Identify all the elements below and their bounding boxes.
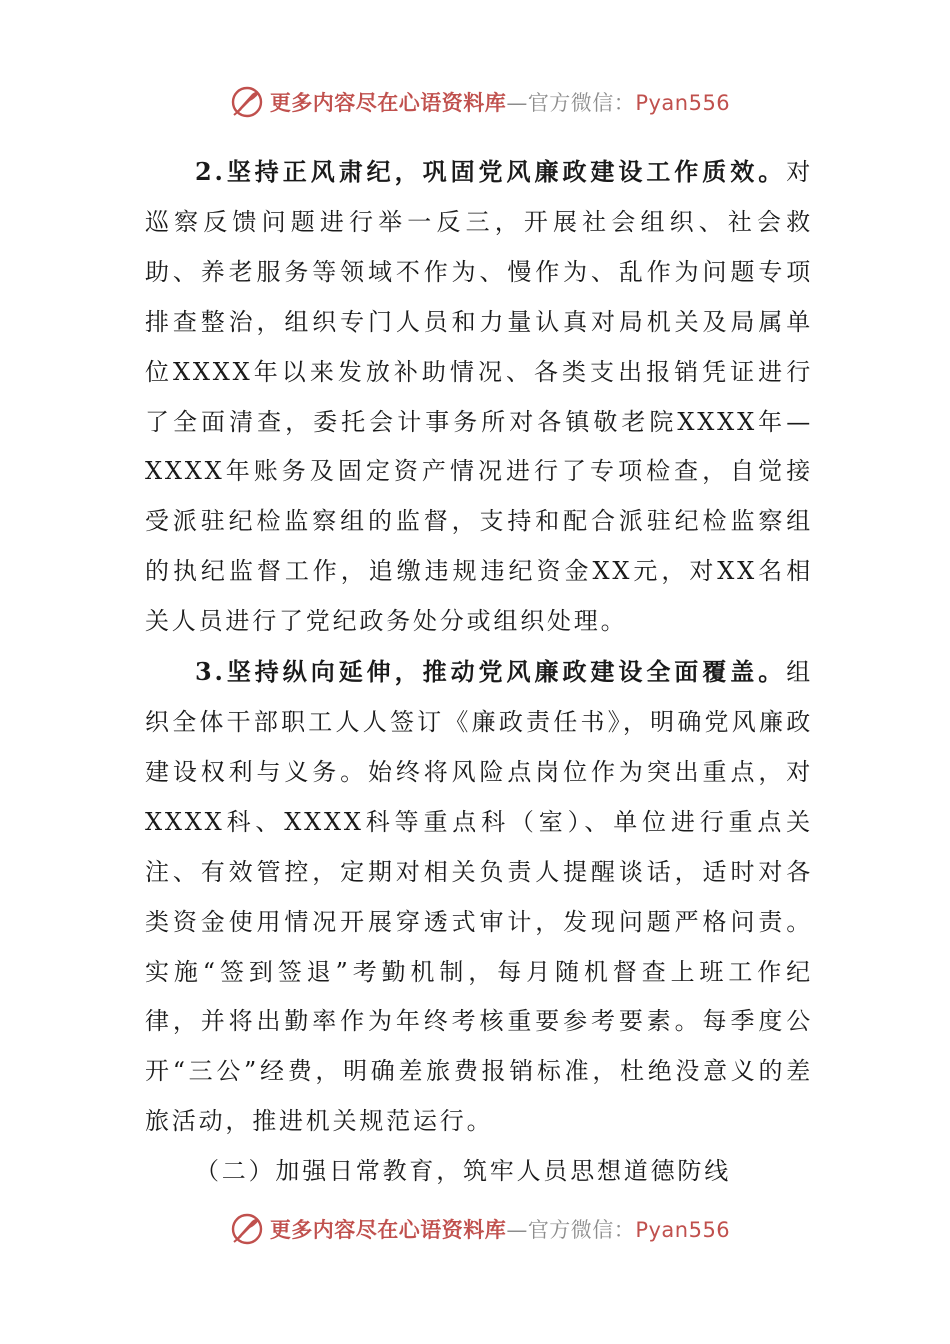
watermark-dash: — bbox=[506, 1218, 528, 1242]
quill-logo-icon bbox=[230, 85, 264, 119]
paragraph-body: 组织全体干部职工人人签订《廉政责任书》，明确党风廉政建设权利与义务。始终将风险点岗位作为突出重点，对XXXX科、XXXX科等重点科（室）、单位进行重点关注、有效管控，定期对相关负责人提醒谈话，适时对各类资金使用情况开展穿透式审计，发现问题严格问责。实施“签到签退”考勤机制，每月随机督查上班工作纪律，并将出勤率作为年终考核重要参考要素。每季度公开“三公”经费，明确差旅费报销标准，杜绝没意义的差旅活动，推进机关规范运行。 bbox=[145, 658, 813, 1136]
document-body bbox=[145, 147, 813, 1197]
watermark-banner-bottom bbox=[0, 1209, 950, 1249]
watermark-site-text: 更多内容尽在心语资料库 bbox=[269, 90, 507, 115]
watermark-text bbox=[270, 1214, 730, 1244]
section-heading: （二）加强日常教育，筑牢人员思想道德防线 bbox=[195, 1157, 731, 1186]
watermark-site-text: 更多内容尽在心语资料库 bbox=[269, 1217, 507, 1242]
quill-logo-icon bbox=[230, 1212, 264, 1246]
watermark-wechat-label: 官方微信： bbox=[527, 1218, 636, 1242]
watermark-banner-top bbox=[0, 82, 950, 122]
paragraph-body: 对巡察反馈问题进行举一反三，开展社会组织、社会救助、养老服务等领域不作为、慢作为、乱作为问题专项排查整治，组织专门人员和力量认真对局机关及局属单位XXXX年以来发放补助情况、各类支出报销凭证进行了全面清查，委托会计事务所对各镇敬老院XXXX年—XXXX年账务及固定资产情况进行了专项检查，自觉接受派驻纪检监察组的监督，支持和配合派驻纪检监察组的执纪监督工作，追缴违规违纪资金XX元，对XX名相关人员进行了党纪政务处分或组织处理。 bbox=[145, 158, 813, 636]
watermark-text bbox=[270, 87, 730, 117]
watermark-wechat-id: Pyan556 bbox=[635, 91, 731, 115]
paragraph-heading: 2.坚持正风肃纪，巩固党风廉政建设工作质效。 bbox=[195, 157, 787, 186]
paragraph-item-3 bbox=[145, 647, 813, 1147]
watermark-dash: — bbox=[506, 91, 528, 115]
watermark-wechat-label: 官方微信： bbox=[527, 91, 636, 115]
paragraph-heading: 3.坚持纵向延伸，推动党风廉政建设全面覆盖。 bbox=[195, 657, 787, 687]
paragraph-item-2 bbox=[145, 147, 813, 647]
watermark-wechat-id: Pyan556 bbox=[635, 1218, 731, 1242]
